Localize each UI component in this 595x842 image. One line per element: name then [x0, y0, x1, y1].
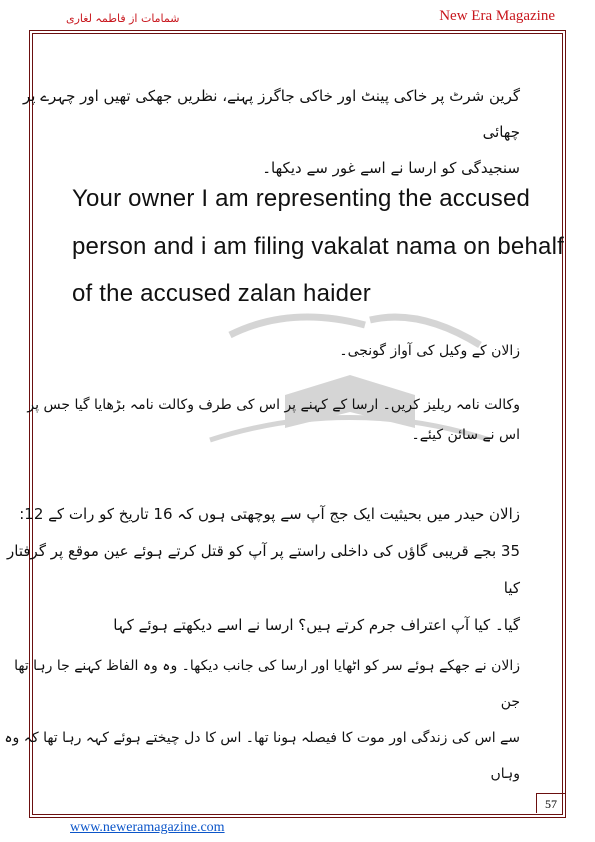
text-line: وکالت نامہ ریلیز کریں۔ ارسا کے کہنے پر اس کی طرف وکالت نامہ بڑھایا گیا جس پر [27, 397, 520, 413]
text-line: زالان حیدر میں بحیثیت ایک جج آپ سے پوچھتی ہوں کہ 16 تاریخ کو رات کے 12: [19, 505, 520, 523]
text-line: سنجیدگی کو ارسا نے اسے غور سے دیکھا۔ [262, 159, 520, 177]
page-number: 57 [536, 793, 565, 813]
footer-website-link[interactable]: www.neweramagazine.com [70, 820, 225, 835]
text-line: گیا۔ کیا آپ اعتراف جرم کرتے ہیں؟ ارسا نے اسے دیکھتے ہوئے کہا [113, 616, 520, 634]
text-line: سے اس کی زندگی اور موت کا فیصلہ ہونا تھا۔ اس کا دل چیختے ہوئے کہہ رہا تھا کہ وہ وہاں [4, 730, 520, 782]
urdu-paragraph-5 [0, 648, 520, 792]
english-line: person and i am filing vakalat nama on behalf [72, 233, 564, 260]
text-line: 35 بجے قریبی گاؤں کی داخلی راستے پر آپ کو قتل کرتے ہوئے عین موقع پر گرفتار کیا [7, 542, 520, 597]
text-line: زالان نے جھکے ہوئے سر کو اٹھایا اور ارسا کی جانب دیکھا۔ وہ وہ الفاظ کہنے جا رہا تھا جن [14, 658, 520, 710]
text-line: اس نے سائن کیئے۔ [411, 427, 520, 443]
text-line: گرین شرٹ پر خاکی پینٹ اور خاکی جاگرز پہنے، نظریں جھکی تھیں اور چہرے پر چھائی [23, 87, 520, 141]
text-line: زالان کے وکیل کی آواز گونجی۔ [339, 343, 520, 359]
magazine-title: New Era Magazine [439, 8, 555, 24]
urdu-paragraph-4 [0, 496, 520, 644]
urdu-paragraph-2 [339, 336, 520, 366]
urdu-paragraph-3 [27, 390, 520, 450]
english-line: Your owner I am representing the accused [72, 185, 531, 212]
urdu-paragraph-1 [0, 78, 520, 186]
english-line: of the accused zalan haider [72, 280, 371, 307]
author-header: شمامات از فاطمہ لغاری [66, 12, 180, 25]
